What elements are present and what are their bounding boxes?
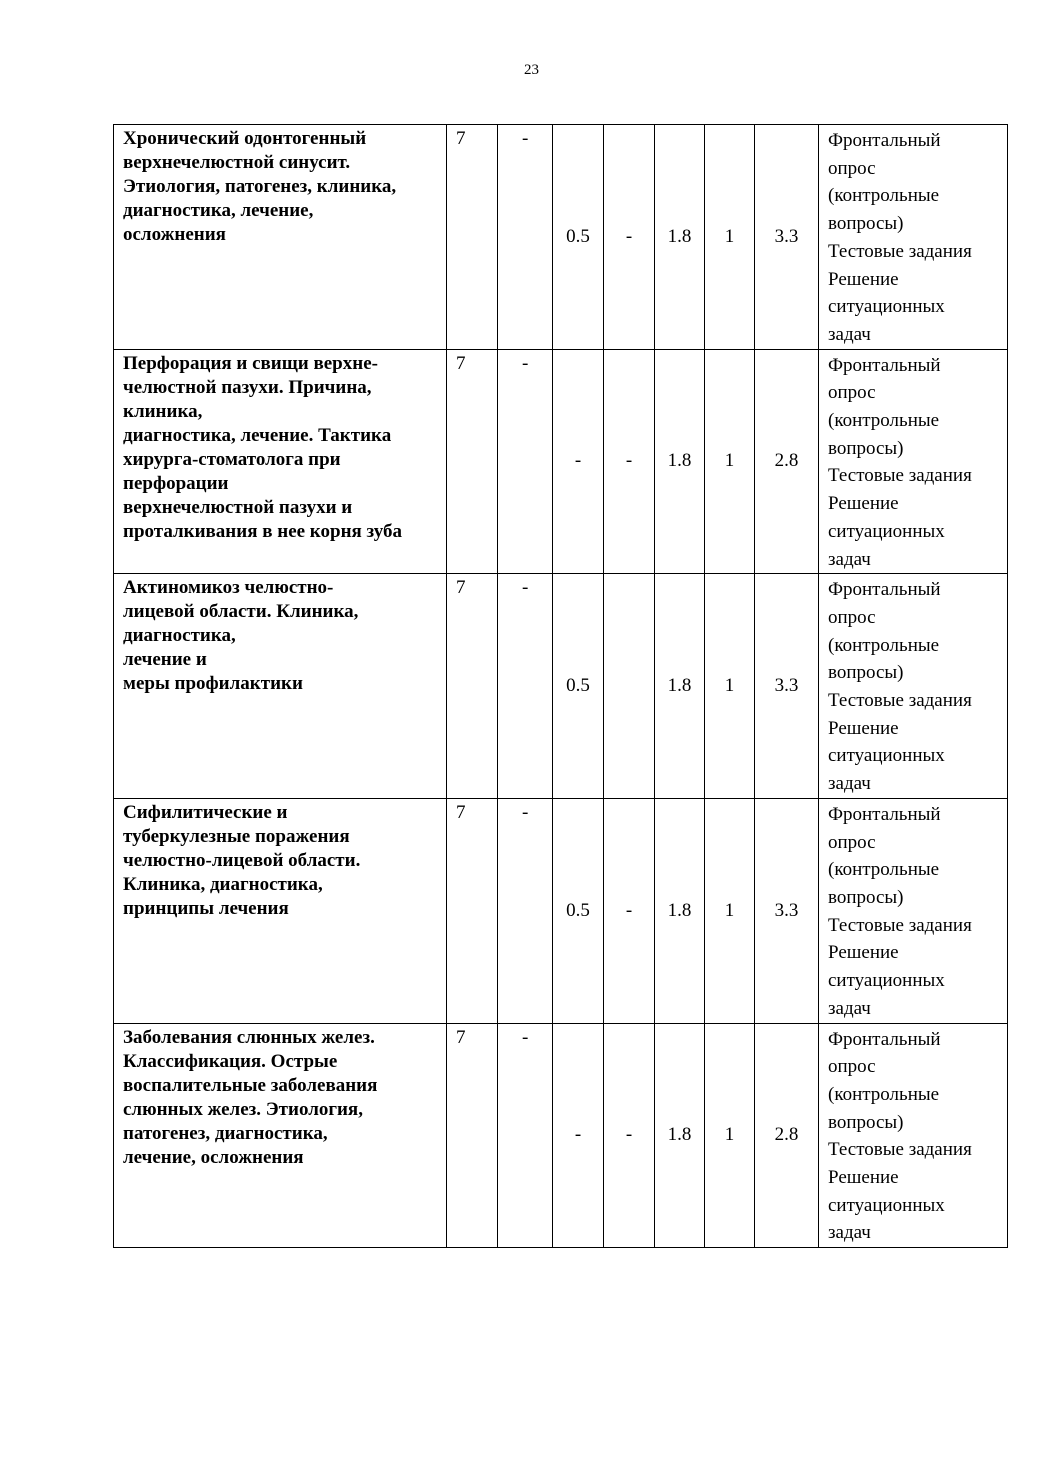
control-forms-cell [819,125,1008,350]
topic-cell [114,574,447,799]
control-form-line: задач [828,773,871,795]
srs-cell: 1 [705,349,755,574]
srs-cell: 1 [705,125,755,350]
seminars-cell: - [604,349,655,574]
control-form-line: вопросы) [828,437,904,459]
seminars-cell: - [604,125,655,350]
control-form-line: ситуационных [828,520,945,542]
control-form-line: (контрольные [828,859,940,881]
topic-cell [114,125,447,350]
srs-cell: 1 [705,1023,755,1248]
practice-cell: - [553,349,604,574]
control-form-line: Фронтальный [828,354,941,376]
semester-cell: 7 [447,1023,498,1248]
control-form-line: Тестовые задания [828,465,972,487]
control-form-line: вопросы) [828,213,904,235]
control-form-line: Тестовые задания [828,914,972,936]
control-forms-cell [819,574,1008,799]
table-body [114,125,1008,1248]
control-form-line: Решение [828,268,899,290]
control-form-line: вопросы) [828,886,904,908]
lectures-cell: - [498,1023,553,1248]
semester-cell: 7 [447,125,498,350]
control-form-line: Тестовые задания [828,240,972,262]
control-form-line: Тестовые задания [828,690,972,712]
lab-cell: 1.8 [655,349,705,574]
table-row [114,125,1008,350]
control-form-line: Решение [828,717,899,739]
topic-cell [114,349,447,574]
control-form-line: задач [828,1222,871,1244]
total-hours-cell: 2.8 [755,349,819,574]
control-form-line: (контрольные [828,410,940,432]
control-form-line: (контрольные [828,634,940,656]
total-hours-cell: 3.3 [755,574,819,799]
total-hours-cell: 2.8 [755,1023,819,1248]
control-form-line: задач [828,548,871,570]
seminars-cell: - [604,1023,655,1248]
lab-cell: 1.8 [655,125,705,350]
srs-cell: 1 [705,798,755,1023]
control-forms-cell [819,1023,1008,1248]
seminars-cell [604,574,655,799]
seminars-cell: - [604,798,655,1023]
control-form-line: (контрольные [828,185,940,207]
practice-cell: 0.5 [553,125,604,350]
semester-cell: 7 [447,574,498,799]
semester-cell: 7 [447,349,498,574]
control-forms-cell [819,798,1008,1023]
page-number: 23 [524,62,539,78]
table-row [114,349,1008,574]
control-form-line: ситуационных [828,296,945,318]
control-form-line: опрос [828,382,876,404]
practice-cell: 0.5 [553,798,604,1023]
control-form-line: задач [828,323,871,345]
control-form-line: опрос [828,1056,876,1078]
srs-cell: 1 [705,574,755,799]
topic-text: Заболевания слюнных желез. Классификация. Острые воспалительные заболевания слюнных желез. Этиология, патогенез, диагностика, лечение, осложнения [123,1026,378,1168]
control-form-line: ситуационных [828,745,945,767]
control-form-line: вопросы) [828,1111,904,1133]
control-form-line: Фронтальный [828,1028,941,1050]
control-form-line: (контрольные [828,1083,940,1105]
topic-text: Актиномикоз челюстно- лицевой области. Клиника, диагностика, лечение и меры профилактики [123,577,359,695]
control-form-line: вопросы) [828,662,904,684]
practice-cell: - [553,1023,604,1248]
control-form-line: Решение [828,1167,899,1189]
control-form-line: Фронтальный [828,803,941,825]
control-form-line: задач [828,997,871,1019]
control-form-line: опрос [828,831,876,853]
topic-text: Сифилитические и туберкулезные поражения челюстно-лицевой области. Клиника, диагностика, принципы лечения [123,801,361,919]
control-form-line: Фронтальный [828,130,941,151]
control-form-line: ситуационных [828,970,945,992]
table-row [114,798,1008,1023]
lab-cell: 1.8 [655,574,705,799]
lectures-cell: - [498,798,553,1023]
topic-text: Перфорация и свищи верхне- челюстной пазухи. Причина, клиника, диагностика, лечение. Тактика хирурга-стоматолога при перфорации верхнечелюстной пазухи и проталкивания в нее корня зуба [123,352,403,542]
control-form-line: опрос [828,606,876,628]
control-form-line: Фронтальный [828,579,941,601]
control-form-line: ситуационных [828,1194,945,1216]
lectures-cell: - [498,574,553,799]
topic-cell [114,1023,447,1248]
total-hours-cell: 3.3 [755,798,819,1023]
total-hours-cell: 3.3 [755,125,819,350]
control-form-line: опрос [828,157,876,179]
lab-cell: 1.8 [655,798,705,1023]
control-forms-cell [819,349,1008,574]
practice-cell: 0.5 [553,574,604,799]
topic-cell [114,798,447,1023]
table-row [114,574,1008,799]
lectures-cell: - [498,125,553,350]
lab-cell: 1.8 [655,1023,705,1248]
topic-text: Хронический одонтогенный верхнечелюстной синусит. Этиология, патогенез, клиника, диагностика, лечение, осложнения [123,128,397,245]
lectures-cell: - [498,349,553,574]
table-row [114,1023,1008,1248]
control-form-line: Решение [828,942,899,964]
semester-cell: 7 [447,798,498,1023]
curriculum-table [113,124,1008,1248]
control-form-line: Решение [828,493,899,515]
control-form-line: Тестовые задания [828,1139,972,1161]
